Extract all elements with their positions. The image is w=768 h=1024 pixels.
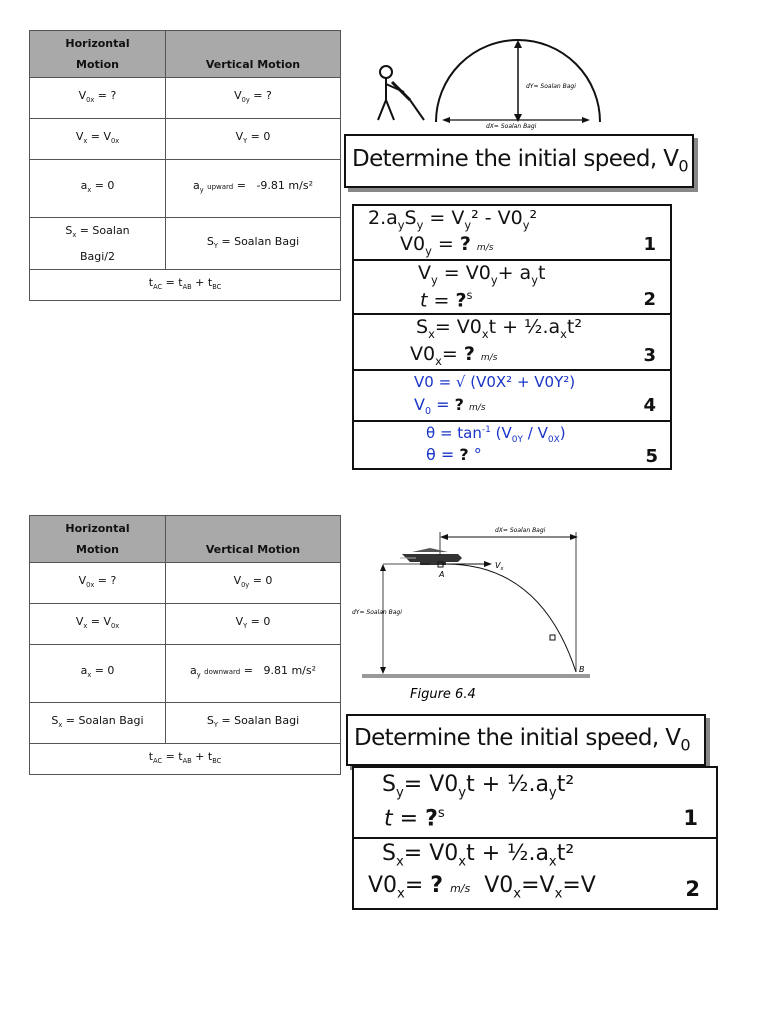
equation-5-line1: $\theta = \tan^{-1} (V_{0Y} / V_{0X})$ (426, 424, 566, 445)
cell-ay-2: $a_y$ downward = 9.81 m/s² (166, 645, 341, 703)
equation-2-line2: t = ?$^s$ (420, 288, 473, 312)
airplane-icon (400, 548, 462, 565)
cell-time-2: $t_{AC} = t_{AB} + t_{BC}$ (30, 744, 341, 775)
header-vertical: Vertical Motion (166, 31, 341, 78)
equation2-row-2 (354, 839, 716, 910)
equation-3-number: 3 (643, 345, 656, 366)
cell-sx-2: $S_x$ = Soalan Bagi (30, 703, 166, 744)
equation2-2-line1: $S_x= V0_xt$ + $\frac{1}{2}.a_xt^2$ (382, 841, 575, 870)
header-horizontal-2: Horizontal Motion (30, 516, 166, 563)
title-determine-speed-2 (346, 714, 706, 766)
title-determine-speed-1 (344, 134, 694, 188)
equation-row-5 (354, 422, 670, 470)
cell-v0y-2: $V_{0y} = 0$ (166, 563, 341, 604)
equation-4-number: 4 (643, 395, 656, 416)
cell-vy-2: $V_Y = 0$ (166, 604, 341, 645)
equation-5-line2: θ = ? ° (426, 445, 482, 464)
cell-ax-2: $a_x = 0$ (30, 645, 166, 703)
cell-v0y: $V_{0y}$ = ? (166, 78, 341, 119)
equation-2-number: 2 (643, 289, 656, 310)
equation2-2-line2: $V0_x=$ ? m/s $V0_x=V_x=V$ (368, 873, 596, 902)
motion-table-1 (29, 30, 341, 301)
equation-1-line2: $V0_y$ = ? m/s (400, 233, 494, 258)
cell-vy: $V_Y = 0$ (166, 119, 341, 160)
equation2-1-line1: $S_y= V0_yt$ + $\frac{1}{2}.a_yt^2$ (382, 772, 575, 801)
equation2-1-line2: t = ?$^s$ (384, 806, 445, 832)
equation-1-number: 1 (643, 234, 656, 255)
header-horizontal: Horizontal Motion (30, 31, 166, 78)
header-vertical-2: Vertical Motion (166, 516, 341, 563)
equations-box-1 (352, 204, 672, 470)
equation-4-line1: V0 = √ (V0X² + V0Y²) (414, 373, 576, 391)
equation-3-line1: $S_x= V0_xt$ + $\frac{1}{2}.a_xt^2$ (416, 316, 582, 341)
cell-sy-2: $S_Y$ = Soalan Bagi (166, 703, 341, 744)
airplane-drop-diagram (350, 522, 595, 707)
title-visible-1: Determine the initial speed, $V_0$ (352, 146, 689, 176)
cell-vx-2: $V_x = V_{0x}$ (30, 604, 166, 645)
projectile-diagram-1 (368, 30, 608, 132)
dy-label-2: dY= Soalan Bagi (352, 609, 402, 616)
person-head (380, 66, 392, 78)
trajectory-curve (442, 564, 576, 672)
equation-1-line1: $2.a_yS_y = V_y^2 - V0_y^2$ (368, 207, 538, 232)
cell-time: $t_{AC} = t_{AB} + t_{BC}$ (30, 270, 341, 301)
point-a-label: A (439, 570, 445, 579)
figure-caption: Figure 6.4 (410, 687, 476, 702)
ground (362, 674, 590, 678)
cell-ay: $a_y$ upward = -9.81 m/s² (166, 160, 341, 218)
equation2-2-number: 2 (685, 877, 700, 901)
dx-label: dX= Soalan Bagi (486, 123, 537, 130)
dy-label: dY= Soalan Bagi (526, 83, 576, 90)
equation-row-2 (354, 261, 670, 315)
equation-4-line2: $V_0$ = ? m/s (414, 395, 486, 418)
equation-5-number: 5 (645, 446, 658, 467)
vx-label: $V_x$ (495, 561, 504, 572)
title-visible-2: Determine the initial speed, $V_0$ (354, 725, 691, 755)
cell-v0x: $V_{0x}$ = ? (30, 78, 166, 119)
dx-label-2: dX= Soalan Bagi (495, 527, 546, 534)
cell-vx: $V_x = V_{0x}$ (30, 119, 166, 160)
cell-sy: $S_Y$ = Soalan Bagi (166, 218, 341, 270)
motion-table-2 (29, 515, 341, 775)
equations-box-2 (352, 766, 718, 910)
equation-2-line1: $V_y = V0_y+ a_yt$ (418, 262, 546, 287)
cell-v0x-2: $V_{0x}$ = ? (30, 563, 166, 604)
cell-ax: $a_x = 0$ (30, 160, 166, 218)
equation-row-4 (354, 371, 670, 422)
equation2-1-number: 1 (683, 806, 698, 830)
equation-row-3 (354, 315, 670, 371)
equation-3-line2: $V0_x=$ ? m/s (410, 343, 498, 368)
equation-row-1 (354, 206, 670, 261)
equation2-row-1 (354, 768, 716, 839)
cell-sx: $S_x$ = Soalan Bagi/2 (30, 218, 166, 270)
point-b-label: B (579, 665, 585, 674)
